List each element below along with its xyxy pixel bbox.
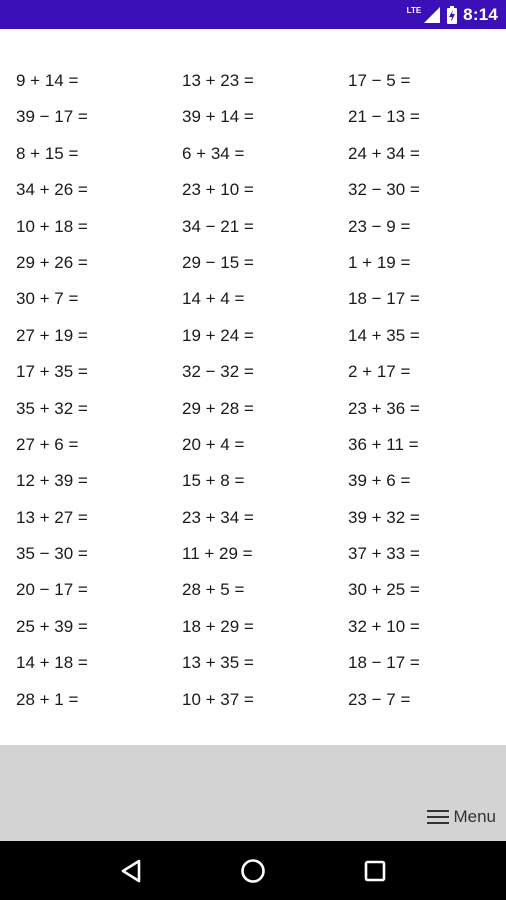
math-problem: 11 + 29 = xyxy=(182,544,253,564)
math-problem: 18 − 17 = xyxy=(348,289,420,309)
math-problem: 13 + 35 = xyxy=(182,653,254,673)
clock: 8:14 xyxy=(463,4,498,24)
math-problem: 18 − 17 = xyxy=(348,653,420,673)
back-icon xyxy=(120,859,142,883)
math-problem: 12 + 39 = xyxy=(16,471,88,491)
battery-charging-icon xyxy=(447,6,457,24)
signal-icon xyxy=(423,6,441,24)
math-problem: 29 + 26 = xyxy=(16,252,88,272)
math-problem: 18 + 29 = xyxy=(182,616,254,636)
status-bar xyxy=(0,0,506,29)
math-problem: 39 + 14 = xyxy=(182,107,254,127)
math-problem: 17 − 5 = xyxy=(348,71,411,90)
math-problem: 39 + 32 = xyxy=(348,507,420,527)
math-problem: 24 + 34 = xyxy=(348,143,420,163)
math-problem: 19 + 24 = xyxy=(182,325,254,345)
math-problem: 25 + 39 = xyxy=(16,616,88,636)
math-problem: 23 + 34 = xyxy=(182,507,254,527)
back-button[interactable] xyxy=(116,856,146,886)
math-problem: 21 − 13 = xyxy=(348,107,420,127)
math-problem: 10 + 37 = xyxy=(182,689,254,709)
math-problem: 15 + 8 = xyxy=(182,471,245,491)
math-problem: 6 + 34 = xyxy=(182,143,245,163)
math-problem: 35 + 32 = xyxy=(16,398,88,418)
math-problem: 23 + 10 = xyxy=(182,180,254,200)
math-problem: 10 + 18 = xyxy=(16,216,88,236)
math-problem: 39 − 17 = xyxy=(16,107,88,127)
math-problem: 8 + 15 = xyxy=(16,143,79,163)
math-problem: 32 − 32 = xyxy=(182,362,254,382)
math-problem: 23 − 7 = xyxy=(348,689,411,709)
math-problem: 23 + 36 = xyxy=(348,398,420,418)
math-problem: 37 + 33 = xyxy=(348,544,420,564)
math-problem: 30 + 7 = xyxy=(16,289,79,309)
math-problem: 20 + 4 = xyxy=(182,434,245,454)
problem-grid xyxy=(0,63,506,718)
math-problem: 2 + 17 = xyxy=(348,362,411,382)
recents-icon xyxy=(364,860,386,882)
math-problem: 20 − 17 = xyxy=(16,580,88,600)
math-problem: 34 − 21 = xyxy=(182,216,254,236)
footer-area xyxy=(0,745,506,841)
math-problem: 32 − 30 = xyxy=(348,180,420,200)
navigation-bar xyxy=(0,841,506,900)
math-problem: 14 + 4 = xyxy=(182,289,245,309)
menu-label: Menu xyxy=(453,807,496,826)
math-problem: 14 + 18 = xyxy=(16,653,88,673)
math-problem: 28 + 5 = xyxy=(182,580,245,600)
math-problem: 13 + 27 = xyxy=(16,507,88,527)
home-icon xyxy=(240,858,266,884)
hamburger-menu-icon xyxy=(427,809,449,825)
math-problem: 35 − 30 = xyxy=(16,544,88,564)
recents-button[interactable] xyxy=(360,856,390,886)
math-problem: 36 + 11 = xyxy=(348,434,419,454)
math-problem: 29 + 28 = xyxy=(182,398,254,418)
math-problem: 39 + 6 = xyxy=(348,471,411,491)
menu-button[interactable] xyxy=(427,807,496,827)
math-problem: 1 + 19 = xyxy=(348,252,411,272)
math-problem: 9 + 14 = xyxy=(16,71,79,90)
math-problem: 30 + 25 = xyxy=(348,580,420,600)
math-problem: 34 + 26 = xyxy=(16,180,88,200)
math-problem: 28 + 1 = xyxy=(16,689,79,709)
math-problem: 27 + 6 = xyxy=(16,434,79,454)
math-problem: 17 + 35 = xyxy=(16,362,88,382)
math-problem: 23 − 9 = xyxy=(348,216,411,236)
math-problem: 29 − 15 = xyxy=(182,252,254,272)
math-problem: 14 + 35 = xyxy=(348,325,420,345)
home-button[interactable] xyxy=(238,856,268,886)
math-problem: 13 + 23 = xyxy=(182,71,254,90)
worksheet xyxy=(0,29,506,745)
math-problem: 27 + 19 = xyxy=(16,325,88,345)
network-type-label: LTE xyxy=(406,5,422,15)
math-problem: 32 + 10 = xyxy=(348,616,420,636)
